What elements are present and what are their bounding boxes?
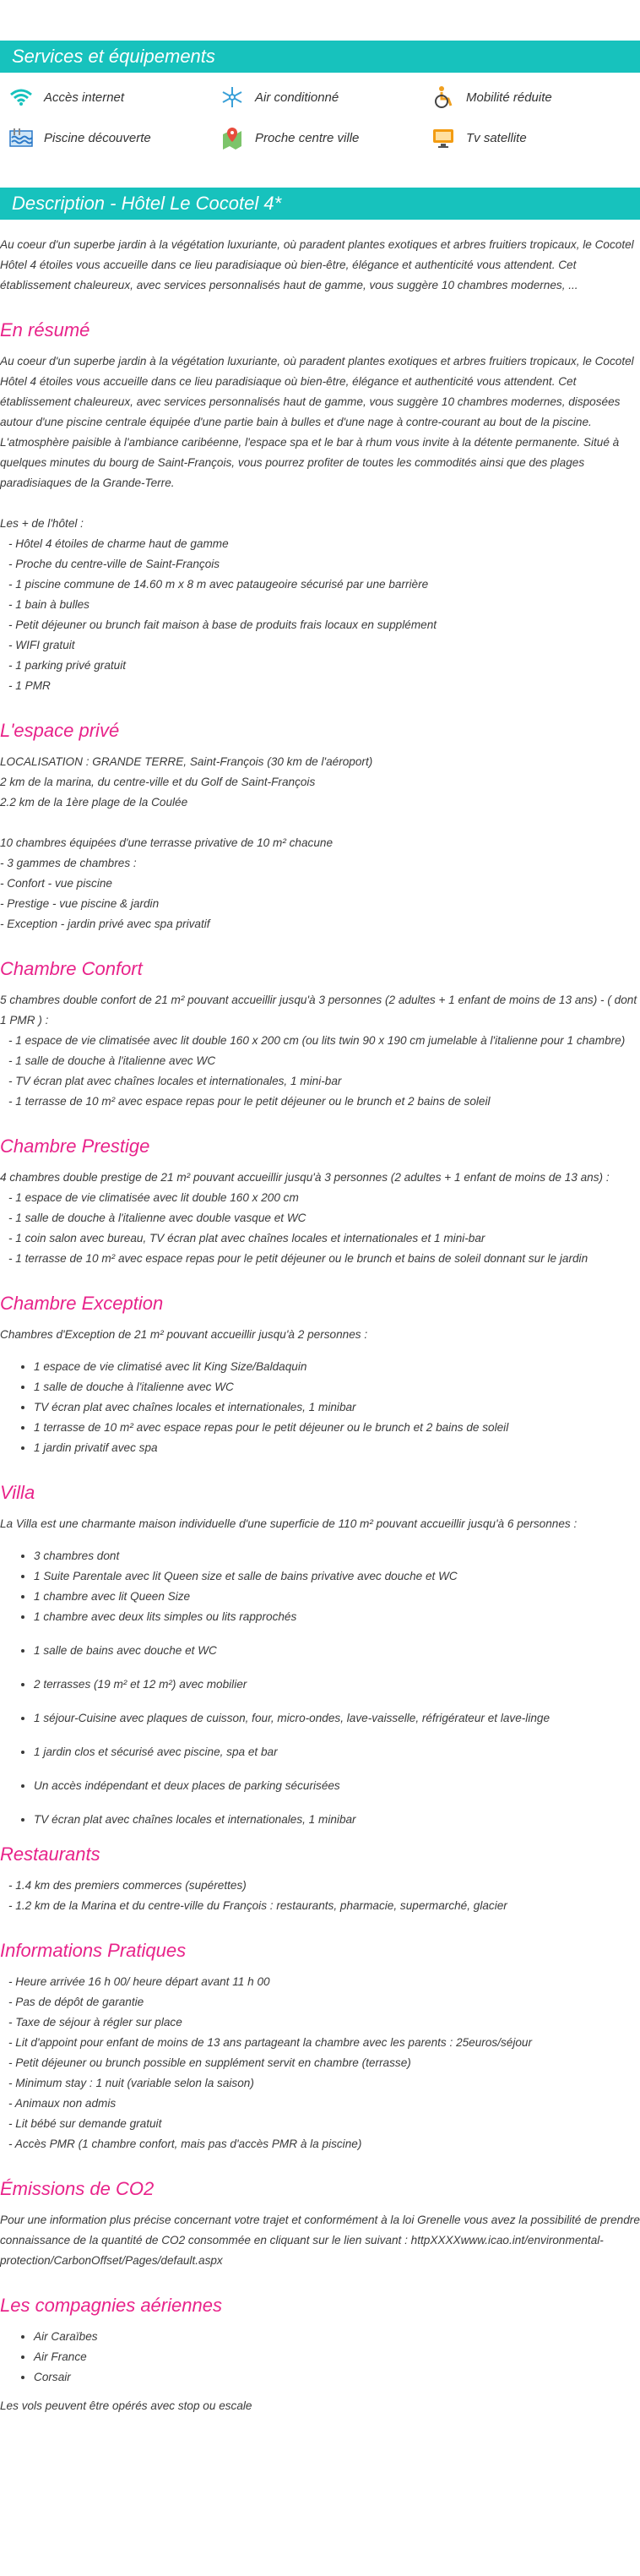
list-item: - 3 gammes de chambres : xyxy=(0,857,137,869)
list-item: - Petit déjeuner ou brunch possible en supplément servit en chambre (terrasse) xyxy=(8,2056,411,2069)
wifi-icon xyxy=(7,84,35,110)
confort-intro: 5 chambres double confort de 21 m² pouvant accueillir jusqu'à 3 personnes (2 adultes + 1 enfant de moins de 13 ans) - ( dont 1 PMR ) : xyxy=(0,994,637,1027)
list-item: - Exception - jardin privé avec spa privatif xyxy=(0,918,210,930)
list-item: - 1.2 km de la Marina et du centre-ville du François : restaurants, pharmacie, supermarché, glacier xyxy=(8,1899,507,1912)
feature-internet xyxy=(7,84,218,110)
airlines-heading: Les compagnies aériennes xyxy=(0,2295,222,2316)
list-item: - Hôtel 4 étoiles de charme haut de gamme xyxy=(8,537,229,550)
list-item: - Animaux non admis xyxy=(8,2097,117,2110)
villa-heading: Villa xyxy=(0,1482,35,1503)
prestige-intro: 4 chambres double prestige de 21 m² pouvant accueillir jusqu'à 3 personnes (2 adultes + 1 enfant de moins de 13 ans) : xyxy=(0,1171,610,1184)
list-item: - 1 espace de vie climatisée avec lit double 160 x 200 cm (ou lits twin 90 x 190 cm jumelable à l'italienne pour 1 chambre) xyxy=(8,1034,626,1047)
list-item: - 1 salle de douche à l'italienne avec double vasque et WC xyxy=(8,1212,306,1224)
prestige-heading: Chambre Prestige xyxy=(0,1136,150,1157)
list-item: • 1 jardin clos et sécurisé avec piscine, spa et bar xyxy=(34,1742,640,1762)
list-item: 10 chambres équipées d'une terrasse privative de 10 m² chacune xyxy=(0,836,334,849)
list-item: • 1 séjour-Cuisine avec plaques de cuisson, four, micro-ondes, lave-vaisselle, réfrigérateur et lave-linge xyxy=(34,1708,640,1729)
feature-label: Air conditionné xyxy=(255,90,339,105)
list-item: - 1 bain à bulles xyxy=(8,598,89,611)
list-item: - 1 espace de vie climatisée avec lit double 160 x 200 cm xyxy=(8,1191,299,1204)
list-item: • 1 terrasse de 10 m² avec espace repas pour le petit déjeuner ou le brunch et 2 bains de soleil xyxy=(34,1418,640,1438)
list-item: • 1 jardin privatif avec spa xyxy=(34,1438,640,1458)
list-item: • TV écran plat avec chaînes locales et internationales, 1 minibar xyxy=(34,1397,640,1418)
airlines-list xyxy=(0,2327,640,2388)
list-item: • Air Caraïbes xyxy=(34,2327,640,2347)
list-item: • 1 Suite Parentale avec lit Queen size et salle de bains privative avec douche et WC xyxy=(34,1566,640,1587)
exception-heading: Chambre Exception xyxy=(0,1293,164,1314)
hotel-plus-list xyxy=(0,534,640,696)
resume-text: Au coeur d'un superbe jardin à la végétation luxuriante, où paradent plantes exotiques et arbres fruitiers tropicaux, le Cocotel Hôtel 4 étoiles vous accueille dans ce lieu paradisiaque où bien-être, élégance et authenticité vous attendent. Cet établissement chaleureux, avec services personnalisés haut de gamme, vous suggère 10 chambres modernes, disposées autour d'une piscine centrale équipée d'une partie bain à bulles et d'une nage à contre-courant au bout de la piscine. L'atmosphère paisible à l'ambiance caribéenne, l'espace spa et le bar à rhum vous invite à la détente permanente. Situé à quelques minutes du bourg de Saint-François, vous pourrez profiter de toutes les commodités ainsi que des plages paradisiaques de la Grande-Terre. xyxy=(0,355,634,489)
services-grid xyxy=(0,73,640,150)
resume-heading: En résumé xyxy=(0,319,90,340)
list-item: • 3 chambres dont xyxy=(34,1546,640,1566)
list-item: - TV écran plat avec chaînes locales et internationales, 1 mini-bar xyxy=(8,1075,342,1087)
description-header: Description - Hôtel Le Cocotel 4* xyxy=(0,188,640,220)
list-item: - 1 salle de douche à l'italienne avec WC xyxy=(8,1054,216,1067)
list-item: - 1 PMR xyxy=(8,679,51,692)
list-item: - Proche du centre-ville de Saint-François xyxy=(8,558,220,570)
list-item: - 1 terrasse de 10 m² avec espace repas pour le petit déjeuner ou le brunch et bains de soleil donnant sur le jardin xyxy=(8,1252,588,1265)
feature-label: Proche centre ville xyxy=(255,130,360,145)
snowflake-icon xyxy=(218,84,247,110)
list-item: • 1 chambre avec deux lits simples ou lits rapprochés xyxy=(34,1607,640,1627)
feature-tv xyxy=(429,125,640,150)
list-item: • Un accès indépendant et deux places de parking sécurisées xyxy=(34,1776,640,1796)
villa-list xyxy=(0,1546,640,1830)
list-item: • Corsair xyxy=(34,2367,640,2388)
espace-heading: L'espace privé xyxy=(0,720,120,741)
list-item: - Lit bébé sur demande gratuit xyxy=(8,2117,162,2130)
feature-label: Accès internet xyxy=(44,90,125,105)
list-item: - Lit d'appoint pour enfant de moins de 13 ans partageant la chambre avec les parents : 25euros/séjour xyxy=(8,2036,532,2049)
list-item: • Air France xyxy=(34,2347,640,2367)
list-item: 2.2 km de la 1ère plage de la Coulée xyxy=(0,796,188,809)
list-item: • TV écran plat avec chaînes locales et internationales, 1 minibar xyxy=(34,1810,640,1830)
list-item: - 1 parking privé gratuit xyxy=(8,659,127,672)
description-intro: Au coeur d'un superbe jardin à la végétation luxuriante, où paradent plantes exotiques et arbres fruitiers tropicaux, le Cocotel Hôtel 4 étoiles vous accueille dans ce lieu paradisiaque où bien-être, élégance et authenticité vous attendent. Cet établissement chaleureux, avec services personnalisés haut de gamme, vous suggère 10 chambres modernes, ... xyxy=(0,238,634,291)
feature-center xyxy=(218,125,429,150)
list-item: • 1 espace de vie climatisé avec lit King Size/Baldaquin xyxy=(34,1357,640,1377)
services-header: Services et équipements xyxy=(0,41,640,73)
list-item: - 1 terrasse de 10 m² avec espace repas pour le petit déjeuner ou le brunch et 2 bains de soleil xyxy=(8,1095,491,1108)
feature-mobility xyxy=(429,84,640,110)
infos-heading: Informations Pratiques xyxy=(0,1940,187,1961)
list-item: - Prestige - vue piscine & jardin xyxy=(0,897,160,910)
list-item: - Pas de dépôt de garantie xyxy=(8,1996,144,2008)
airlines-note: Les vols peuvent être opérés avec stop ou escale xyxy=(0,2399,252,2412)
list-item: - Minimum stay : 1 nuit (variable selon la saison) xyxy=(8,2077,254,2089)
list-item: - 1 coin salon avec bureau, TV écran plat avec chaînes locales et internationales et 1 mini-bar xyxy=(8,1232,485,1244)
hotel-plus-title: Les + de l'hôtel : xyxy=(0,517,84,530)
list-item: - 1 piscine commune de 14.60 m x 8 m avec pataugeoire sécurisé par une barrière xyxy=(8,578,429,591)
wheelchair-icon xyxy=(429,84,458,110)
feature-aircon xyxy=(218,84,429,110)
list-item: - Petit déjeuner ou brunch fait maison à base de produits frais locaux en supplément xyxy=(8,618,437,631)
restaurants-heading: Restaurants xyxy=(0,1844,100,1865)
co2-text: Pour une information plus précise concernant votre trajet et conformément à la loi Grenelle vous avez la possibilité de prendre connaissance de la quantité de CO2 consommée en cliquant sur le lien suivant : httpXXXXwww.icao.int/environmental-protection/CarbonOffset/Pages/default.aspx xyxy=(0,2214,640,2267)
list-item: • 1 salle de bains avec douche et WC xyxy=(34,1641,640,1661)
confort-heading: Chambre Confort xyxy=(0,958,143,979)
villa-intro: La Villa est une charmante maison individuelle d'une superficie de 110 m² pouvant accueillir jusqu'à 6 personnes : xyxy=(0,1517,578,1530)
list-item: - Confort - vue piscine xyxy=(0,877,112,890)
co2-heading: Émissions de CO2 xyxy=(0,2178,155,2199)
list-item: - Taxe de séjour à régler sur place xyxy=(8,2016,182,2029)
feature-label: Tv satellite xyxy=(466,130,527,145)
list-item: LOCALISATION : GRANDE TERRE, Saint-François (30 km de l'aéroport) xyxy=(0,755,373,768)
exception-intro: Chambres d'Exception de 21 m² pouvant accueillir jusqu'à 2 personnes : xyxy=(0,1328,368,1341)
feature-label: Mobilité réduite xyxy=(466,90,552,105)
list-item: 2 km de la marina, du centre-ville et du Golf de Saint-François xyxy=(0,776,316,788)
exception-list xyxy=(0,1357,640,1458)
list-item: - 1.4 km des premiers commerces (supérettes) xyxy=(8,1879,247,1892)
list-item: - Heure arrivée 16 h 00/ heure départ avant 11 h 00 xyxy=(8,1975,270,1988)
map-pin-icon xyxy=(218,125,247,150)
list-item: - WIFI gratuit xyxy=(8,639,75,651)
list-item: • 2 terrasses (19 m² et 12 m²) avec mobilier xyxy=(34,1675,640,1695)
list-item: - Accès PMR (1 chambre confort, mais pas d'accès PMR à la piscine) xyxy=(8,2138,362,2150)
list-item: • 1 chambre avec lit Queen Size xyxy=(34,1587,640,1607)
feature-pool xyxy=(7,125,218,150)
feature-label: Piscine découverte xyxy=(44,130,151,145)
tv-icon xyxy=(429,125,458,150)
pool-icon xyxy=(7,125,35,150)
list-item: • 1 salle de douche à l'italienne avec WC xyxy=(34,1377,640,1397)
